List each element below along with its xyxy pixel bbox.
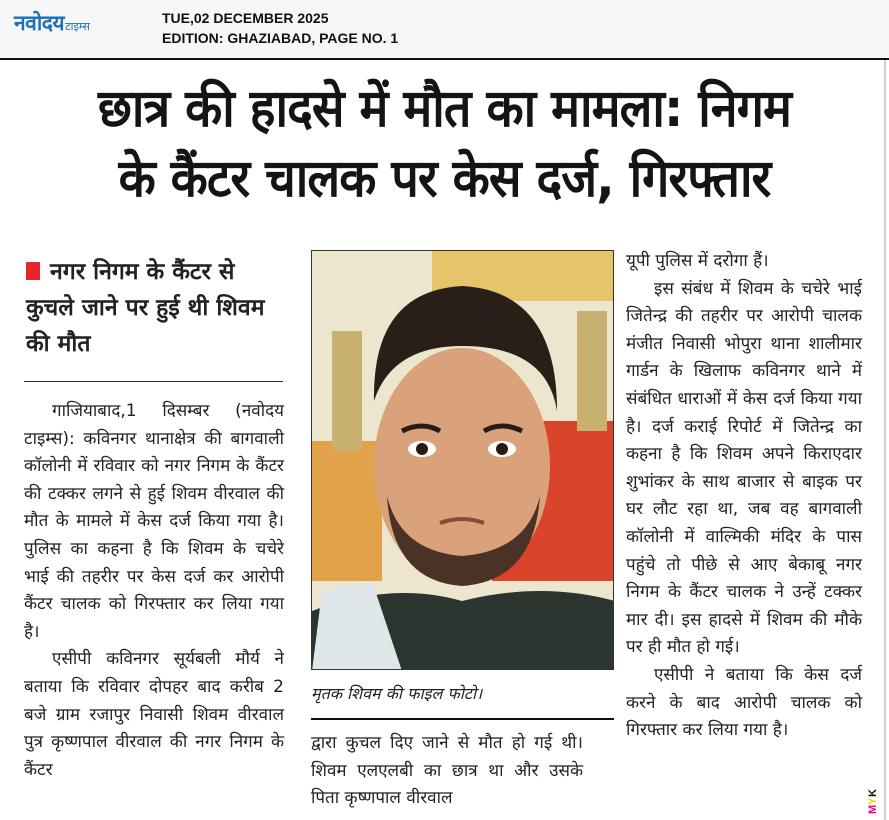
subheading-divider <box>24 381 283 382</box>
paragraph: यूपी पुलिस में दरोगा हैं। <box>626 251 769 271</box>
paragraph: एसीपी ने बताया कि केस दर्ज करने के बाद आरोपी चालक को गिरफ्तार कर लिया गया है। <box>626 664 862 741</box>
logo-sub-text: टाइम्स <box>65 20 90 33</box>
article-column-right <box>626 248 862 745</box>
cmyk-print-mark <box>866 770 880 814</box>
article-photo <box>311 250 614 670</box>
edition-info <box>162 8 398 48</box>
logo-main-text: नवोदय <box>14 11 65 35</box>
article-column-left <box>24 398 284 784</box>
paragraph: द्वारा कुचल दिए जाने से मौत हो गई थी। शिवम एलएलबी का छात्र था और उसके पिता कृष्णपाल वीरवाल <box>311 733 583 809</box>
article-column-center <box>311 730 583 813</box>
headline-line-1: छात्र की हादसे में मौत का मामला: निगम <box>97 79 792 139</box>
photo-caption: मृतक शिवम की फाइल फोटो। <box>311 684 483 703</box>
headline-line-2: के कैंटर चालक पर केस दर्ज, गिरफ्तार <box>118 149 771 209</box>
paragraph: गाजियाबाद,1 दिसम्बर (नवोदय टाइम्स): कविनगर थानाक्षेत्र की बागवाली कॉलोनी में रविवार को नगर निगम के कैंटर की टक्कर लगने से हुई शिवम वीरवाल की मौत के मामले में केस दर्ज किया गया है। पुलिस का कहना है कि शिवम के चचेरे भाई की तहरीर पर केस दर्ज कर आरोपी कैंटर चालक को गिरफ्तार कर लिया गया है। <box>24 401 284 642</box>
page-header <box>0 0 889 60</box>
print-mark-m: M <box>867 804 879 814</box>
caption-divider <box>311 718 614 720</box>
edition-date: TUE,02 DECEMBER 2025 <box>162 10 329 26</box>
print-mark-y: Y <box>867 797 879 805</box>
portrait-photo-icon <box>312 251 614 670</box>
edition-page: EDITION: GHAZIABAD, PAGE NO. 1 <box>162 30 399 46</box>
paragraph: एसीपी कविनगर सूर्यबली मौर्य ने बताया कि रविवार दोपहर बाद करीब 2 बजे ग्राम रजापुर निवासी शिवम वीरवाल पुत्र कृष्णपाल वीरवाल की नगर निगम के कैंटर <box>24 649 284 780</box>
red-square-bullet-icon <box>26 262 40 280</box>
article-headline <box>31 74 858 214</box>
page-edge-divider <box>884 60 886 820</box>
print-mark-k: K <box>867 789 879 798</box>
newspaper-logo <box>14 10 90 34</box>
paragraph: इस संबंध में शिवम के चचेरे भाई जितेन्द्र की तहरीर पर आरोपी चालक मंजीत निवासी भोपुरा थाना शालीमार गार्डन के खिलाफ कविनगर थाने में संबंधित धाराओं में केस दर्ज किया गया है। दर्ज कराई रिपोर्ट में जितेन्द्र का कहना है कि शिवम अपने किराएदार शुभांकर के साथ बाजार से बाइक पर घर लौट रहा था, जब वह बागवाली कॉलोनी में वाल्मिकी मंदिर के पास पहुंचे तो पीछे से आए बेकाबू नगर निगम के कैंटर चालक ने उन्हें टक्कर मार दी। इस हादसे में शिवम की मौके पर ही मौत हो गई। <box>626 278 862 658</box>
article-subheading <box>26 254 286 362</box>
subheading-text: नगर निगम के कैंटर से कुचले जाने पर हुई थी शिवम की मौत <box>26 259 265 357</box>
